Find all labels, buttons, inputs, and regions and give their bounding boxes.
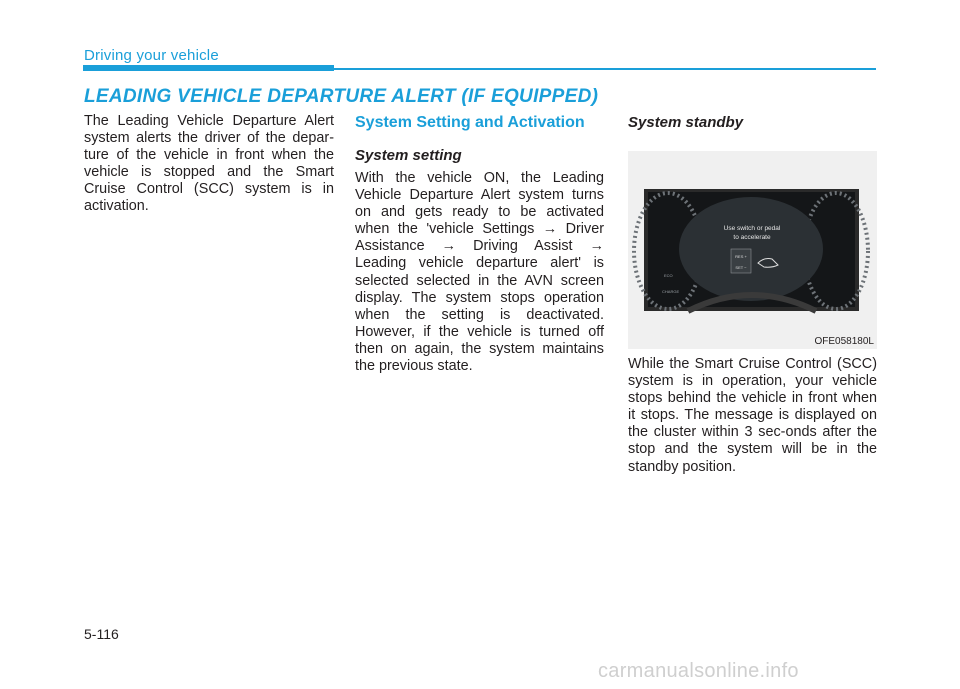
cluster-message-line2: to accelerate bbox=[733, 234, 771, 241]
figure-code: OFE058180L bbox=[814, 336, 874, 347]
column-3 bbox=[628, 113, 877, 476]
section-title: LEADING VEHICLE DEPARTURE ALERT (IF EQUIPPED) bbox=[84, 86, 599, 107]
res-button-label: RES + bbox=[735, 254, 747, 259]
column-2 bbox=[355, 113, 604, 375]
header-bar-thick bbox=[83, 65, 334, 71]
cluster-message-line1: Use switch or pedal bbox=[723, 225, 781, 232]
cluster-figure bbox=[628, 151, 877, 349]
system-setting-subheading: System setting bbox=[355, 147, 462, 164]
cluster-illustration bbox=[628, 151, 877, 349]
gauge-charge-label: CHARGE bbox=[662, 289, 680, 294]
system-setting-activation-heading: System Setting and Activation bbox=[355, 114, 585, 131]
system-standby-subheading: System standby bbox=[628, 114, 744, 131]
gauge-eco-label: ECO bbox=[664, 273, 673, 278]
system-setting-paragraph: With the vehicle ON, the Leading Vehicle Departure Alert system turns on and gets ready to be activated when the 'vehicle Settings → Driver Assistance → Driving Assist → Leading vehicle departure alert' is selected selected in the AVN screen display. The system stops operation when the setting is deactivated. However, if the vehicle is turned off then on again, the system maintains the previous state. bbox=[355, 170, 604, 375]
system-standby-paragraph: While the Smart Cruise Control (SCC) system is in operation, your vehicle stops behind the vehicle in front when it stops. The message is displayed on the cluster within 3 sec-onds after the stop and the system will be in the standby position. bbox=[628, 356, 877, 475]
intro-paragraph: The Leading Vehicle Departure Alert system alerts the driver of the depar-ture of the vehicle in front when the vehicle is stopped and the Smart Cruise Control (SCC) system is in activation. bbox=[84, 113, 334, 215]
column-1 bbox=[84, 113, 334, 216]
chapter-label: Driving your vehicle bbox=[84, 47, 219, 64]
set-button-label: SET − bbox=[735, 265, 747, 270]
page-number: 5-116 bbox=[84, 626, 119, 642]
header-bar-thin bbox=[334, 68, 876, 70]
watermark: carmanualsonline.info bbox=[598, 660, 799, 682]
